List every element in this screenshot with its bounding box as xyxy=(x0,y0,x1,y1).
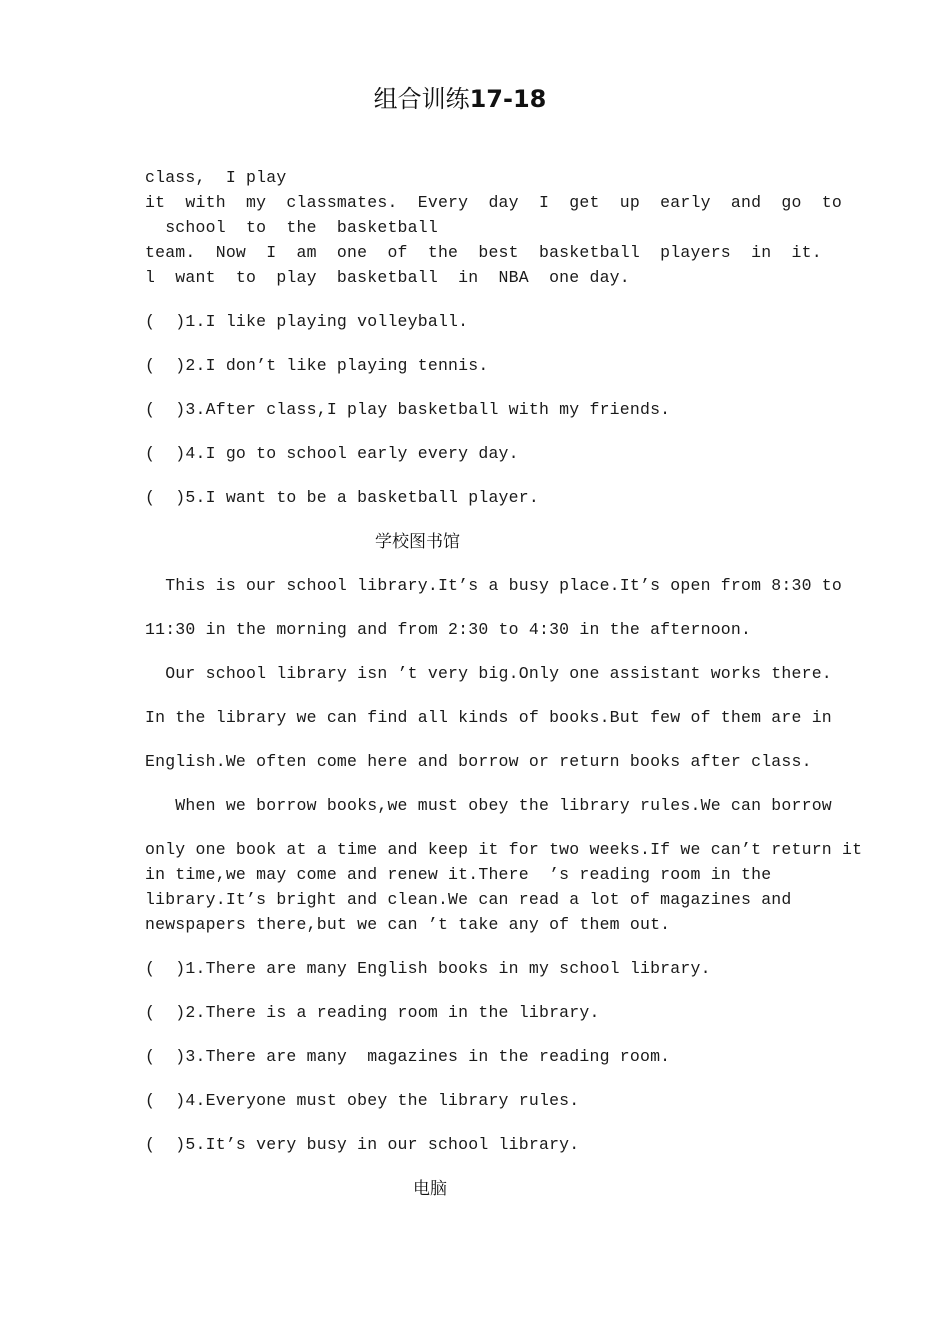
question-item: ( )1.I like playing volleyball. xyxy=(145,312,469,331)
passage2-line: only one book at a time and keep it for two weeks.If we can’t return it xyxy=(145,840,863,859)
question-item: ( )2.There is a reading room in the library. xyxy=(145,1003,600,1022)
passage1-line: class, I play xyxy=(145,168,287,187)
question-item: ( )3.After class,I play basketball with my friends. xyxy=(145,400,671,419)
passage1-line: team. Now I am one of the best basketball players in it. xyxy=(145,243,822,262)
question-item: ( )4.I go to school early every day. xyxy=(145,444,519,463)
question-item: ( )5.I want to be a basketball player. xyxy=(145,488,539,507)
passage2-line: In the library we can find all kinds of books.But few of them are in xyxy=(145,708,832,727)
passage2-line: 11:30 in the morning and from 2:30 to 4:30 in the afternoon. xyxy=(145,620,752,639)
passage2-line: English.We often come here and borrow or return books after class. xyxy=(145,752,812,771)
passage2-line: newspapers there,but we can ’t take any of them out. xyxy=(145,915,671,934)
question-item: ( )3.There are many magazines in the reading room. xyxy=(145,1047,671,1066)
question-item: ( )1.There are many English books in my school library. xyxy=(145,959,711,978)
passage2-line: Our school library isn ’t very big.Only one assistant works there. xyxy=(145,664,832,683)
question-item: ( )2.I don’t like playing tennis. xyxy=(145,356,489,375)
title-number: 17-18 xyxy=(469,85,547,113)
passage2-line: library.It’s bright and clean.We can read a lot of magazines and xyxy=(145,890,792,909)
question-item: ( )5.It’s very busy in our school library. xyxy=(145,1135,580,1154)
question-item: ( )4.Everyone must obey the library rules. xyxy=(145,1091,580,1110)
section-heading-library: 学校图书馆 xyxy=(375,532,460,552)
passage2-line: in time,we may come and renew it.There ’s reading room in the xyxy=(145,865,772,884)
passage2-line: When we borrow books,we must obey the library rules.We can borrow xyxy=(145,796,832,815)
section-heading-computer: 电脑 xyxy=(413,1179,447,1199)
page-title xyxy=(0,82,920,116)
passage1-line: l want to play basketball in NBA one day. xyxy=(145,268,630,287)
passage1-line: school to the basketball xyxy=(145,218,438,237)
passage1-line: it with my classmates. Every day I get up early and go to xyxy=(145,193,843,212)
passage2-line: This is our school library.It’s a busy place.It’s open from 8:30 to xyxy=(145,576,843,595)
title-text: 组合训练 xyxy=(373,85,470,113)
